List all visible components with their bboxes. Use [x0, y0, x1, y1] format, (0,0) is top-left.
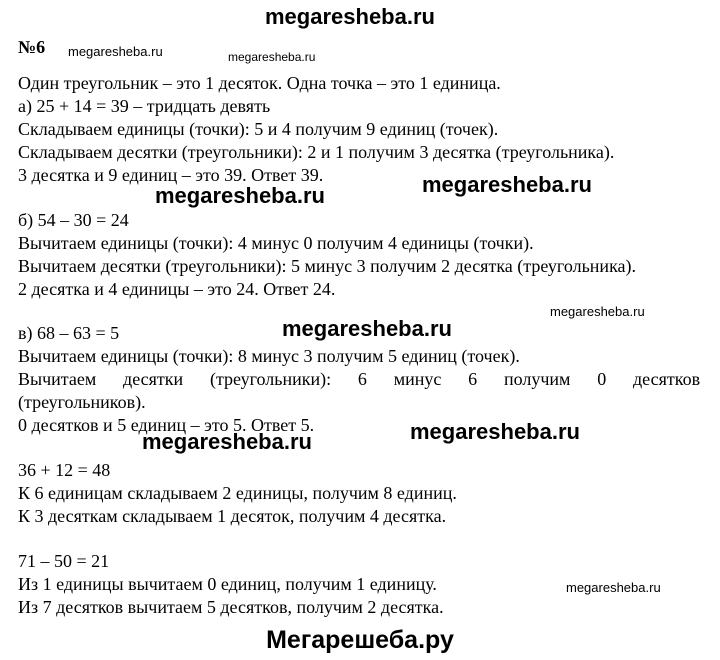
- task-number: №6: [18, 37, 46, 57]
- word: 6: [357, 369, 367, 389]
- word: получим: [503, 369, 571, 389]
- word: 6: [468, 369, 478, 389]
- part-c-line-4: 0 десятков и 5 единиц – это 5. Ответ 5.: [18, 415, 315, 435]
- watermark: megaresheba.ru: [68, 44, 163, 59]
- word: (треугольники):: [209, 369, 332, 389]
- watermark: megaresheba.ru: [550, 304, 645, 319]
- part-b-line-1: Вычитаем единицы (точки): 4 минус 0 получим 4 единицы (точки).: [18, 233, 534, 253]
- watermark: megaresheba.ru: [282, 316, 452, 341]
- part-d-line-1: К 6 единицам складываем 2 единицы, получим 8 единиц.: [18, 483, 457, 503]
- watermark: megaresheba.ru: [228, 50, 316, 64]
- watermark: megaresheba.ru: [155, 183, 325, 208]
- word: Вычитаем: [18, 369, 97, 389]
- part-d-title: 36 + 12 = 48: [18, 460, 111, 480]
- part-e-title: 71 – 50 = 21: [18, 551, 110, 571]
- part-b-line-2: Вычитаем десятки (треугольники): 5 минус 3 получим 2 десятка (треугольника).: [18, 256, 637, 276]
- word: десятков: [633, 369, 701, 389]
- part-c-line-1: Вычитаем единицы (точки): 8 минус 3 получим 5 единиц (точек).: [18, 346, 520, 366]
- part-e-line-2: Из 7 десятков вычитаем 5 десятков, получим 2 десятка.: [18, 597, 444, 617]
- watermark: megaresheba.ru: [142, 429, 312, 454]
- part-e-line-1: Из 1 единицы вычитаем 0 единиц, получим 1 единицу.: [18, 574, 437, 594]
- intro-text: Один треугольник – это 1 десяток. Одна точка – это 1 единица.: [18, 73, 501, 93]
- part-a-line-1: Складываем единицы (точки): 5 и 4 получим 9 единиц (точек).: [18, 119, 499, 139]
- word: минус: [393, 369, 442, 389]
- part-a-line-2: Складываем десятки (треугольники): 2 и 1 получим 3 десятка (треугольника).: [18, 142, 615, 162]
- watermark: megaresheba.ru: [566, 580, 661, 595]
- part-c-line-3: (треугольников).: [18, 392, 146, 412]
- word: 0: [597, 369, 607, 389]
- footer-site-name[interactable]: Мегарешеба.ру: [266, 626, 454, 654]
- watermark: megaresheba.ru: [410, 419, 580, 444]
- header-watermark[interactable]: megaresheba.ru: [265, 4, 435, 29]
- watermark: megaresheba.ru: [422, 172, 592, 197]
- part-b-title: б) 54 – 30 = 24: [18, 210, 129, 230]
- part-c-line-2: [18, 368, 700, 390]
- word: десятки: [123, 369, 184, 389]
- part-c-title: в) 68 – 63 = 5: [18, 323, 120, 343]
- part-a-line-3: 3 десятка и 9 единиц – это 39. Ответ 39.: [18, 165, 324, 185]
- part-b-line-3: 2 десятка и 4 единицы – это 24. Ответ 24.: [18, 279, 336, 299]
- part-d-line-2: К 3 десяткам складываем 1 десяток, получим 4 десятка.: [18, 506, 447, 526]
- part-a-title: а) 25 + 14 = 39 – тридцать девять: [18, 96, 271, 116]
